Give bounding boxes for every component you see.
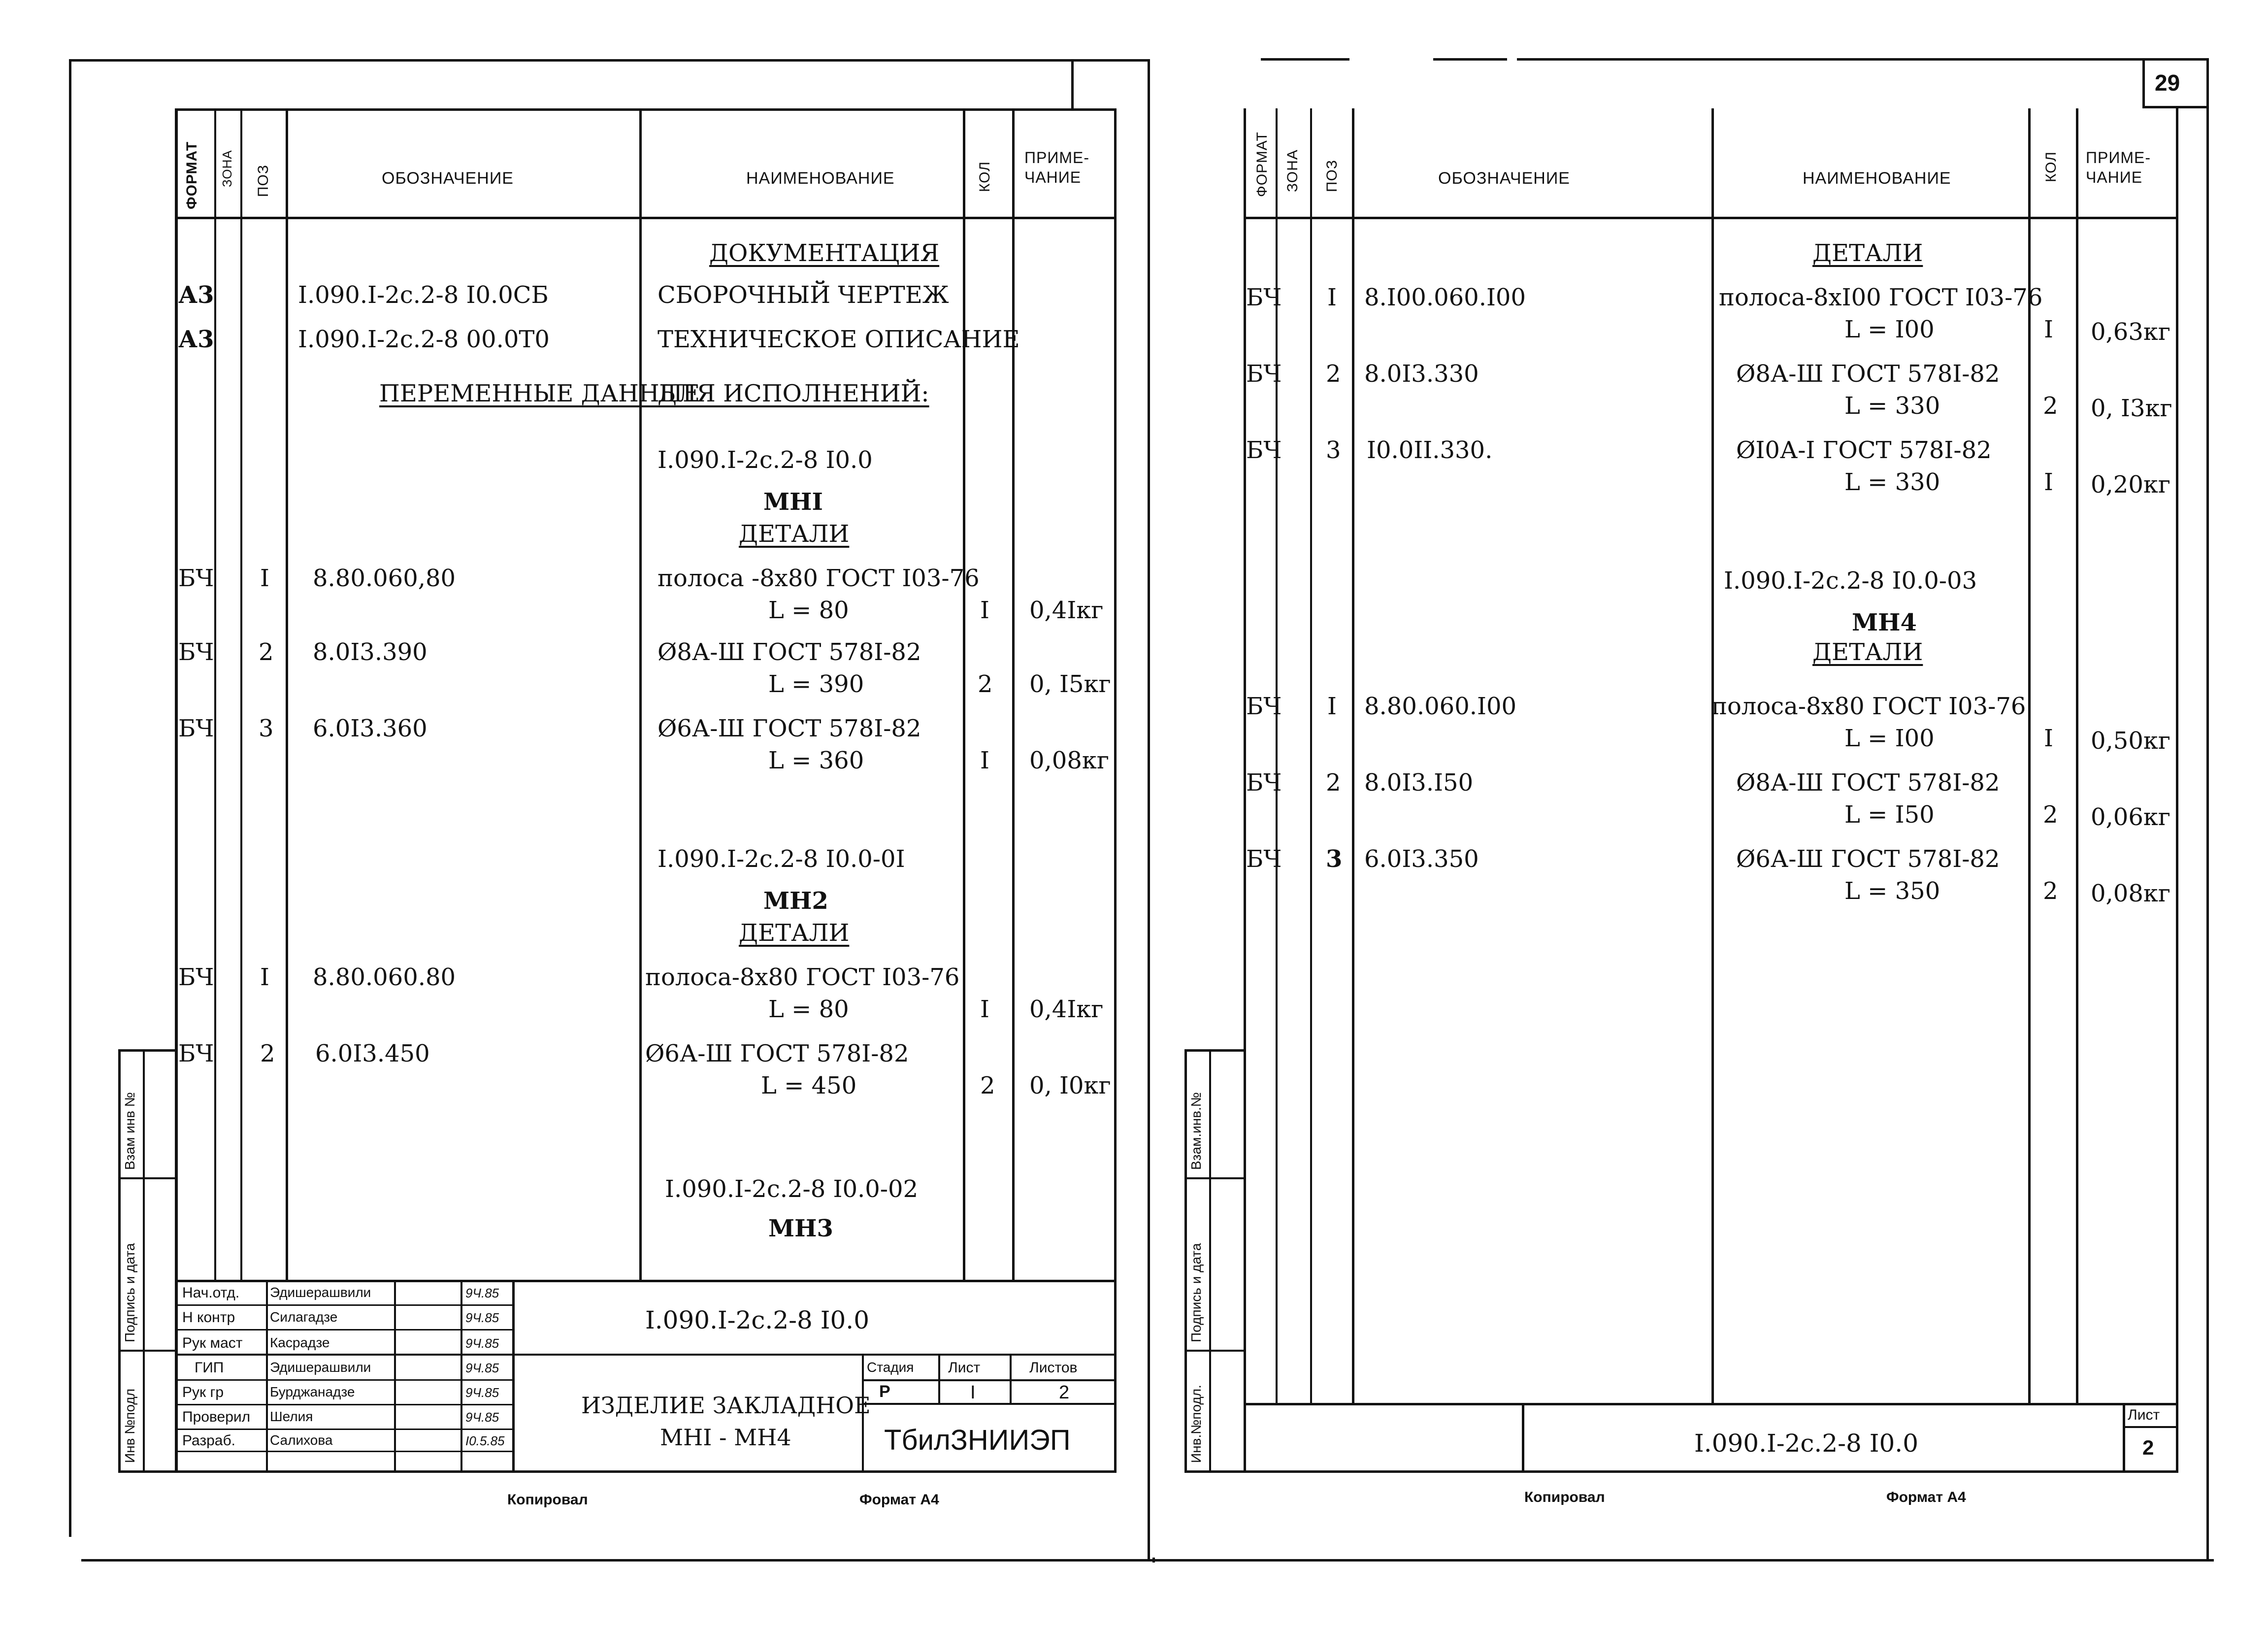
stamp-sheets-value: 2 <box>1059 1382 1070 1403</box>
stamp-role-3: ГИП <box>195 1360 224 1376</box>
right-label-vzam: Взам.инв.№ <box>1188 1092 1204 1170</box>
left-row-3-name: ДЛЯ ИСПОЛНЕНИЙ: <box>657 380 929 407</box>
left-row-2-fmt: А3 <box>178 326 214 353</box>
stamp-stage-value: Р <box>879 1382 890 1401</box>
r-header-zone: ЗОНА <box>1284 149 1301 192</box>
left-row-10-qty: 2 <box>978 670 993 698</box>
right-row-12-pos: 2 <box>1326 769 1341 797</box>
right-row-10-fmt: БЧ <box>1246 693 1282 720</box>
left-row-4-name: I.090.I-2c.2-8 I0.0 <box>657 446 873 474</box>
left-row-17-note: 0,4Iкг <box>1029 996 1104 1023</box>
right-row-6-note: 0,20кг <box>2091 471 2171 499</box>
stamp-name-1: Силагадзе <box>270 1309 338 1325</box>
stamp-title-line1: ИЗДЕЛИЕ ЗАКЛАДНОЕ <box>581 1392 871 1419</box>
left-row-10-note: 0, I5кг <box>1029 670 1111 698</box>
stamp-name-4: Бурджанадзе <box>270 1384 355 1399</box>
stamp-title-line2: МНI - МН4 <box>660 1424 791 1451</box>
right-row-3-designation: 8.0I3.330 <box>1364 360 1479 388</box>
header-designation: ОБОЗНАЧЕНИЕ <box>382 169 514 188</box>
left-row-16-designation: 8.80.060.80 <box>313 964 456 991</box>
right-row-12-fmt: БЧ <box>1246 769 1282 797</box>
right-row-13-qty: 2 <box>2043 801 2058 829</box>
r-header-qty: КОЛ <box>2043 151 2059 182</box>
stamp-org: ТбилЗНИИЭП <box>884 1424 1071 1456</box>
stamp-date-2: 9Ч.85 <box>465 1336 499 1351</box>
right-label-inv: Инв.№подл. <box>1188 1385 1204 1463</box>
right-row-13-name: L = I50 <box>1844 801 1935 829</box>
left-row-11-name: Ø6А-Ш ГОСТ 578I-82 <box>657 715 921 742</box>
left-row-21-name: МН3 <box>768 1215 833 1242</box>
stamp-sheets-label: Листов <box>1029 1360 1078 1376</box>
right-row-11-qty: I <box>2044 725 2053 752</box>
stamp-role-2: Рук маст <box>182 1335 243 1351</box>
left-label-inv: Инв №подл <box>122 1388 137 1463</box>
stamp-role-6: Разраб. <box>182 1432 236 1449</box>
left-row-10-name: L = 390 <box>768 670 864 698</box>
right-row-5-pos: 3 <box>1326 436 1341 464</box>
right-row-1-name: полоса-8xI00 ГОСТ I03-76 <box>1719 284 2043 311</box>
right-row-11-note: 0,50кг <box>2091 727 2171 755</box>
left-row-19-name: L = 450 <box>761 1072 857 1099</box>
right-stamp-sheet-value: 2 <box>2142 1436 2154 1459</box>
footer-left-copied: Копировал <box>507 1492 588 1508</box>
header-format: ФОРМАТ <box>184 141 200 209</box>
header-qty: КОЛ <box>977 161 993 192</box>
right-row-1-fmt: БЧ <box>1246 284 1282 311</box>
header-pos: ПОЗ <box>255 164 271 197</box>
left-row-7-name: полоса -8x80 ГОСТ I03-76 <box>657 565 980 592</box>
right-row-5-fmt: БЧ <box>1246 436 1282 464</box>
stamp-name-2: Касрадзе <box>270 1335 330 1350</box>
right-row-9-name: ДЕТАЛИ <box>1812 638 1923 666</box>
footer-right-copied: Копировал <box>1524 1489 1605 1505</box>
right-row-3-pos: 2 <box>1326 360 1341 388</box>
right-row-3-name: Ø8А-Ш ГОСТ 578I-82 <box>1736 360 2000 388</box>
right-row-6-name: L = 330 <box>1844 468 1940 496</box>
stamp-role-1: Н контр <box>182 1309 235 1326</box>
left-row-8-qty: I <box>980 597 989 624</box>
left-row-2-name: ТЕХНИЧЕСКОЕ ОПИСАНИЕ <box>657 326 1020 353</box>
right-row-1-pos: I <box>1327 284 1337 311</box>
right-row-2-qty: I <box>2044 316 2053 343</box>
right-row-10-name: полоса-8x80 ГОСТ I03-76 <box>1711 693 2026 720</box>
stamp-name-6: Салихова <box>270 1432 333 1448</box>
stamp-role-0: Нач.отд. <box>182 1285 240 1301</box>
right-row-8-name: МН4 <box>1852 609 1917 636</box>
right-row-11-name: L = I00 <box>1844 725 1935 752</box>
left-row-14-name: МН2 <box>763 887 828 915</box>
left-row-18-designation: 6.0I3.450 <box>315 1040 430 1067</box>
left-label-vzam: Взам инв № <box>122 1092 137 1170</box>
left-row-16-name: полоса-8x80 ГОСТ I03-76 <box>645 964 960 991</box>
left-row-8-note: 0,4Iкг <box>1029 597 1104 624</box>
stamp-stage-label: Стадия <box>867 1360 914 1375</box>
page-number: 29 <box>2155 70 2180 96</box>
left-row-6-name: ДЕТАЛИ <box>739 520 850 548</box>
left-row-18-fmt: БЧ <box>178 1040 214 1067</box>
r-header-note <box>2086 148 2169 187</box>
right-row-2-name: L = I00 <box>1844 316 1935 343</box>
right-row-1-designation: 8.I00.060.I00 <box>1364 284 1526 311</box>
left-row-9-pos: 2 <box>259 638 274 666</box>
left-row-7-designation: 8.80.060,80 <box>313 565 456 592</box>
left-row-3-designation: ПЕРЕМЕННЫЕ ДАННЫЕ <box>379 380 700 407</box>
left-row-12-note: 0,08кг <box>1029 747 1110 774</box>
r-header-name: НАИМЕНОВАНИЕ <box>1803 169 1951 188</box>
left-row-5-name: МНI <box>763 488 823 516</box>
right-row-14-fmt: БЧ <box>1246 845 1282 873</box>
stamp-name-0: Эдишерашвили <box>270 1285 371 1300</box>
left-row-9-name: Ø8А-Ш ГОСТ 578I-82 <box>657 638 921 666</box>
right-row-15-note: 0,08кг <box>2091 880 2171 907</box>
stamp-date-4: 9Ч.85 <box>465 1385 499 1400</box>
left-row-8-name: L = 80 <box>768 597 849 624</box>
left-row-17-qty: I <box>980 996 989 1023</box>
header-note <box>1024 148 1108 187</box>
header-zone: ЗОНА <box>220 150 234 187</box>
left-row-11-pos: 3 <box>259 715 274 742</box>
right-row-0-name: ДЕТАЛИ <box>1812 239 1923 267</box>
left-row-19-note: 0, I0кг <box>1029 1072 1111 1099</box>
right-row-4-note: 0, I3кг <box>2091 395 2172 422</box>
footer-right-format: Формат А4 <box>1886 1489 1966 1505</box>
stamp-doc-code: I.090.I-2c.2-8 I0.0 <box>645 1306 870 1334</box>
left-row-17-name: L = 80 <box>768 996 849 1023</box>
left-row-12-qty: I <box>980 747 989 774</box>
header-name: НАИМЕНОВАНИЕ <box>746 169 895 188</box>
right-row-15-qty: 2 <box>2043 877 2058 905</box>
left-row-1-designation: I.090.I-2c.2-8 I0.0СБ <box>298 281 549 309</box>
left-row-2-designation: I.090.I-2c.2-8 00.0Т0 <box>298 326 550 353</box>
stamp-name-3: Эдишерашвили <box>270 1360 371 1375</box>
left-row-15-name: ДЕТАЛИ <box>739 919 850 947</box>
right-row-10-pos: I <box>1327 693 1337 720</box>
left-row-18-name: Ø6А-Ш ГОСТ 578I-82 <box>645 1040 909 1067</box>
left-row-7-pos: I <box>260 565 269 592</box>
right-row-4-qty: 2 <box>2043 392 2058 420</box>
stamp-date-5: 9Ч.85 <box>465 1410 499 1425</box>
left-label-podpis: Подпись и дата <box>122 1243 137 1342</box>
stamp-date-6: I0.5.85 <box>465 1433 505 1448</box>
right-row-3-fmt: БЧ <box>1246 360 1282 388</box>
r-header-pos: ПОЗ <box>1324 159 1340 192</box>
left-row-12-name: L = 360 <box>768 747 864 774</box>
right-row-5-designation: I0.0II.330. <box>1367 436 1493 464</box>
right-row-14-name: Ø6А-Ш ГОСТ 578I-82 <box>1736 845 2000 873</box>
stamp-date-3: 9Ч.85 <box>465 1361 499 1375</box>
right-row-2-note: 0,63кг <box>2091 318 2171 346</box>
stamp-sheet-label: Лист <box>948 1360 981 1376</box>
left-row-9-fmt: БЧ <box>178 638 214 666</box>
left-row-20-name: I.090.I-2c.2-8 I0.0-02 <box>665 1175 919 1203</box>
right-row-12-name: Ø8А-Ш ГОСТ 578I-82 <box>1736 769 2000 797</box>
right-row-14-designation: 6.0I3.350 <box>1364 845 1479 873</box>
left-row-19-qty: 2 <box>980 1072 995 1099</box>
left-row-11-fmt: БЧ <box>178 715 214 742</box>
right-row-7-name: I.090.I-2c.2-8 I0.0-03 <box>1724 567 1977 595</box>
r-header-note-text: ПРИМЕ-ЧАНИЕ <box>2086 149 2151 186</box>
left-row-11-designation: 6.0I3.360 <box>313 715 427 742</box>
right-row-14-pos: 3 <box>1326 845 1343 873</box>
right-stamp-doc-code: I.090.I-2c.2-8 I0.0 <box>1694 1429 1919 1458</box>
right-row-12-designation: 8.0I3.I50 <box>1364 769 1474 797</box>
header-note-text: ПРИМЕ-ЧАНИЕ <box>1024 149 1089 186</box>
left-row-9-designation: 8.0I3.390 <box>313 638 427 666</box>
stamp-date-1: 9Ч.85 <box>465 1310 499 1325</box>
r-header-format: ФОРМАТ <box>1254 132 1270 197</box>
footer-left-format: Формат А4 <box>859 1492 939 1508</box>
right-label-podpis: Подпись и дата <box>1188 1243 1204 1342</box>
left-row-1-fmt: А3 <box>178 281 214 309</box>
right-row-15-name: L = 350 <box>1844 877 1940 905</box>
r-header-designation: ОБОЗНАЧЕНИЕ <box>1438 169 1570 188</box>
left-row-16-pos: I <box>260 964 269 991</box>
right-row-5-name: ØI0А-I ГОСТ 578I-82 <box>1736 436 1992 464</box>
left-row-18-pos: 2 <box>260 1040 275 1067</box>
left-row-16-fmt: БЧ <box>178 964 214 991</box>
stamp-date-0: 9Ч.85 <box>465 1286 499 1300</box>
left-row-13-name: I.090.I-2c.2-8 I0.0-0I <box>657 845 905 873</box>
stamp-sheet-value: I <box>970 1382 976 1403</box>
stamp-name-5: Шелия <box>270 1409 313 1424</box>
left-row-1-name: СБОРОЧНЫЙ ЧЕРТЕЖ <box>657 281 949 309</box>
left-row-7-fmt: БЧ <box>178 565 214 592</box>
left-row-0-name: ДОКУМЕНТАЦИЯ <box>709 239 940 267</box>
right-row-6-qty: I <box>2044 468 2053 496</box>
right-row-4-name: L = 330 <box>1844 392 1940 420</box>
right-row-13-note: 0,06кг <box>2091 803 2171 831</box>
right-stamp-sheet-label: Лист <box>2128 1407 2160 1423</box>
right-row-10-designation: 8.80.060.I00 <box>1364 693 1517 720</box>
stamp-role-5: Проверил <box>182 1409 251 1425</box>
stamp-role-4: Рук гр <box>182 1384 224 1400</box>
